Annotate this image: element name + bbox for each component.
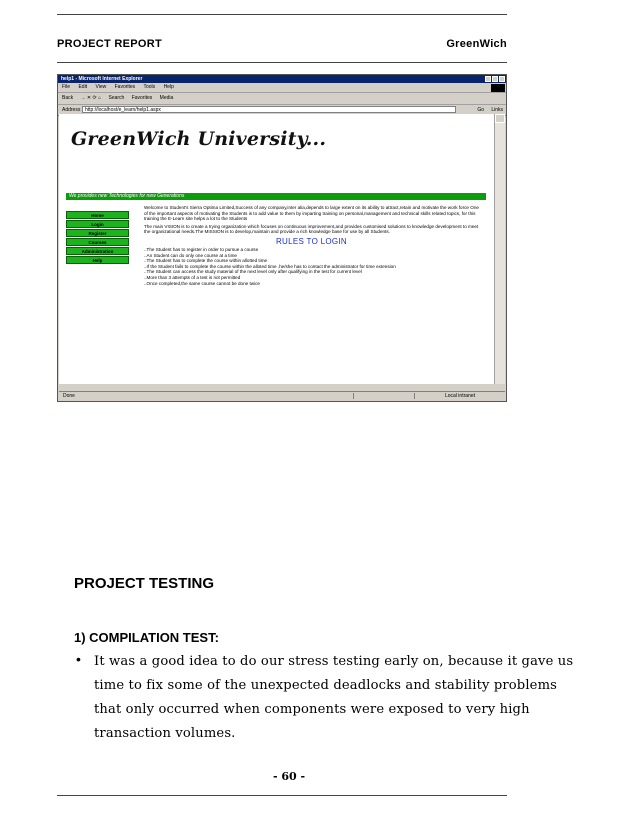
- header-rule: [57, 62, 507, 63]
- intro-text: Welcome to Student's Sierra Optima Limited,Success of any company,inter alia,depends to large extent on its ability to attract,retain and motivate the work force One of the important aspects of motivating the Students is to add value to them by imparting training on personal,management and technical skills related topics, for this training the E-Learn site helps a lot to the Students: [144, 205, 479, 222]
- address-input[interactable]: http://localhost/e_learn/help1.aspx: [82, 106, 456, 113]
- rule-item: ..The Student has to register in order to pursue a course: [144, 246, 259, 252]
- browser-screenshot: [57, 74, 507, 402]
- menu-tools[interactable]: Tools: [143, 84, 156, 90]
- windows-logo-icon: [491, 84, 505, 92]
- vision-text: The main VISION is to create a trying organization which focuses on continuous improvement,and provides customised solutions to knowledge development to meet the organizational needs.The MISSION is to develop,maintain and provide a rich knowledge base for use by all Students.: [144, 223, 479, 235]
- footer-rule: [57, 795, 507, 796]
- rules-heading: RULES TO LOGIN: [275, 236, 348, 246]
- bullet-icon: •: [76, 651, 81, 667]
- rule-item: ..Once completed,the same course cannot be done twice: [144, 280, 260, 286]
- nav-login[interactable]: Login: [66, 220, 129, 228]
- section-title: PROJECT TESTING: [74, 575, 215, 592]
- go-button[interactable]: Go: [477, 107, 484, 113]
- browser-viewport: [59, 114, 496, 384]
- browser-toolbar: [58, 93, 506, 105]
- menu-file[interactable]: File: [62, 84, 71, 90]
- status-cells: [353, 393, 415, 399]
- nav-help[interactable]: Help: [66, 256, 129, 264]
- favorites-button[interactable]: Favorites: [131, 95, 153, 101]
- browser-title: help1 - Microsoft Internet Explorer: [61, 76, 143, 82]
- rule-item: ..An Student can do only one course at a time: [144, 252, 237, 258]
- rule-item: ..If the Student fails to complete the course within the alloted time ,he/she has to contact the administrator for time extension: [144, 263, 396, 269]
- forward-icon[interactable]: → ✕ ⟳ ⌂: [80, 95, 102, 101]
- scroll-up-icon[interactable]: [495, 114, 505, 123]
- bullet-paragraph: It was a good idea to do our stress testing early on, because it gave us time to fix some of the unexpected deadlocks and stability problems that only occurred when components were exposed to very high transaction volumes.: [94, 654, 574, 741]
- search-button[interactable]: Search: [108, 95, 125, 101]
- nav-home[interactable]: Home: [66, 211, 129, 219]
- media-button[interactable]: Media: [159, 95, 174, 101]
- top-rule: [57, 14, 507, 15]
- maximize-icon[interactable]: [492, 76, 498, 82]
- menu-favorites[interactable]: Favorites: [114, 84, 136, 90]
- back-button[interactable]: Back: [62, 95, 74, 101]
- links-button[interactable]: Links: [491, 107, 503, 113]
- status-bar: [59, 391, 505, 400]
- site-content: [144, 205, 479, 286]
- site-tagline: We provides new Technologies for new Generations: [66, 193, 486, 200]
- browser-menubar: [58, 83, 506, 93]
- menu-help[interactable]: Help: [163, 84, 174, 90]
- page-number: - 60 -: [272, 770, 306, 783]
- site-title: GreenWich University...: [71, 128, 327, 150]
- menu-edit[interactable]: Edit: [78, 84, 88, 90]
- site-nav: [66, 211, 129, 265]
- close-icon[interactable]: [499, 76, 505, 82]
- rule-item: ..The Student can access the study material of the next level only after qualifying in the test for current level: [144, 269, 362, 275]
- rule-item: ..The Student has to complete the course within allotted time: [144, 258, 268, 264]
- nav-administration[interactable]: Administration: [66, 247, 129, 255]
- address-label: Address: [62, 107, 81, 113]
- header-right: GreenWich: [446, 38, 507, 50]
- zone-label: Local intranet: [444, 393, 475, 399]
- nav-courses[interactable]: Courses: [66, 238, 129, 246]
- browser-titlebar: [58, 75, 506, 83]
- rules-list: [144, 247, 479, 286]
- status-text: Done: [63, 393, 75, 399]
- vertical-scrollbar[interactable]: [494, 114, 505, 384]
- window-controls: [485, 76, 505, 82]
- subsection-title: 1) COMPILATION TEST:: [74, 630, 219, 645]
- header-left: PROJECT REPORT: [57, 38, 163, 50]
- rule-item: ..More than 3 attempts of a test is not permitted: [144, 274, 241, 280]
- menu-view[interactable]: View: [95, 84, 107, 90]
- minimize-icon[interactable]: [485, 76, 491, 82]
- nav-register[interactable]: Register: [66, 229, 129, 237]
